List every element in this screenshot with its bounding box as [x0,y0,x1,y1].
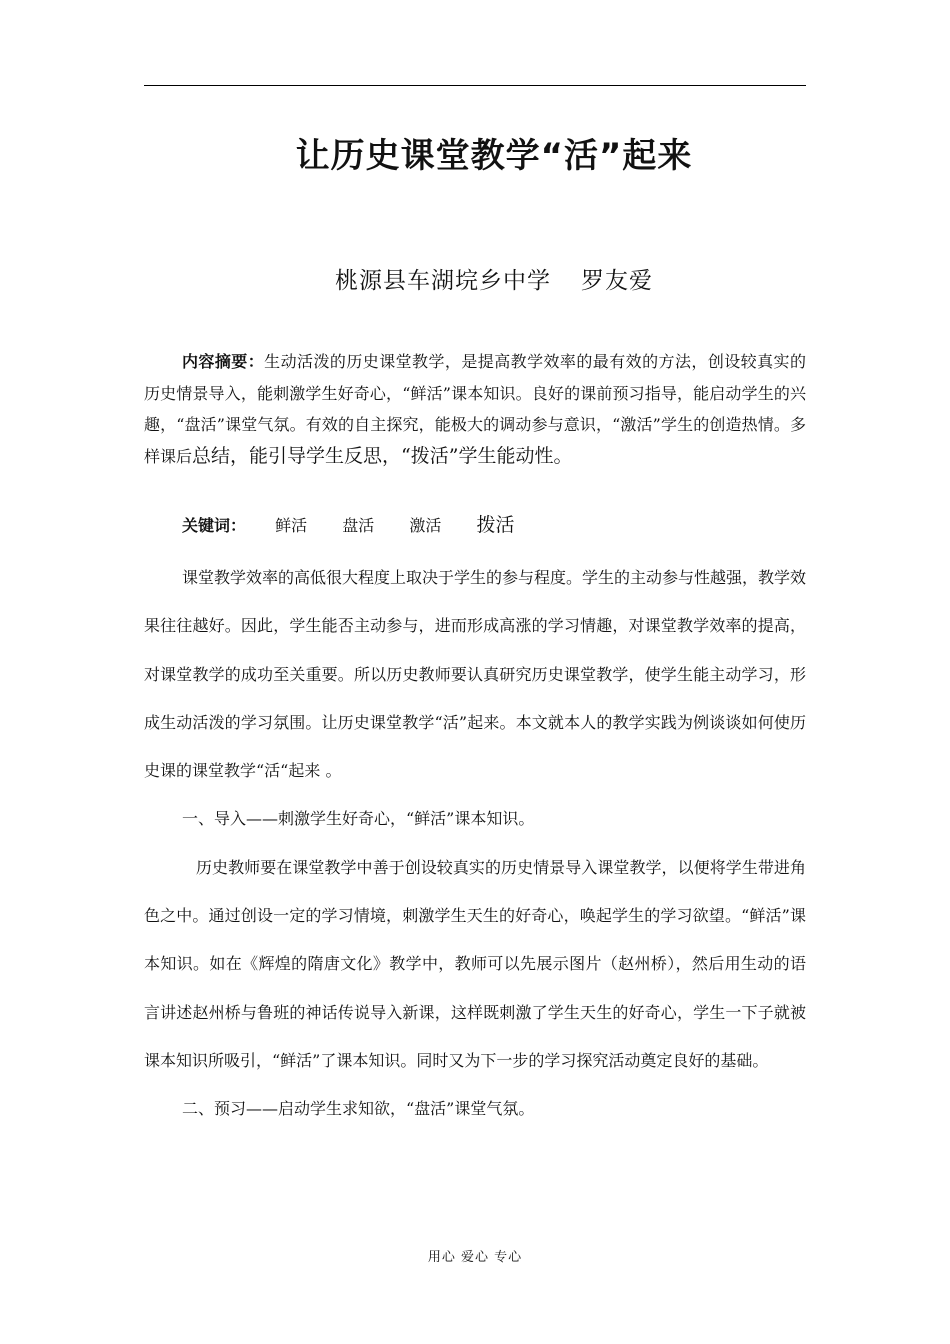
section-heading-2: 二、预习——启动学生求知欲，“盘活”课堂气氛。 [182,1099,535,1119]
abstract-text: 生动活泼的历史课堂教学，是提高教学效率的最有效的方法，创设较真实的历史情景导入，能刺激学生好奇心，“鲜活”课本知识。良好的课前预习指导，能启动学生的兴趣，“盘活”课堂气氛。有效的自主探究，能极大的调动参与意识，“激活”学生的创造热情。多样课后 [144,352,806,466]
page-footer: 用心 爱心 专心 [427,1250,523,1265]
keywords-label: 关键词： [182,516,247,535]
section-1-paragraph: 历史教师要在课堂教学中善于创设较真实的历史情景导入课堂教学，以便将学生带进角色之中。通过创设一定的学习情境，刺激学生天生的好奇心，唤起学生的学习欲望。“鲜活”课本知识。如在《辉煌的隋唐文化》教学中，教师可以先展示图片（赵州桥），然后用生动的语言讲述赵州桥与鲁班的神话传说导入新课，这样既刺激了学生天生的好奇心，学生一下子就被课本知识所吸引，“鲜活”了课本知识。同时又为下一步的学习探究活动奠定良好的基础。 [144,857,806,1070]
abstract-text-end: 总结，能引导学生反思，“拨活”学生能动性。 [192,444,573,467]
intro-paragraph: 课堂教学效率的高低很大程度上取决于学生的参与程度。学生的主动参与性越强，教学效果往往越好。因此，学生能否主动参与，进而形成高涨的学习情趣，对课堂教学效率的提高，对课堂教学的成功至关重要。所以历史教师要认真研究历史课堂教学，使学生能主动学习，形成生动活泼的学习氛围。让历史课堂教学“活”起来。本文就本人的教学实践为例谈谈如何使历史课的课堂教学“活“起来 。 [144,568,807,781]
keyword-item: 激活 [409,516,442,535]
keyword-item: 盘活 [342,516,375,535]
abstract-colon: ： [247,352,265,371]
keywords-line [182,510,782,537]
abstract-label: 内容摘要 [182,352,248,371]
body-text [144,554,806,1134]
header-rule [144,85,806,86]
keyword-item: 鲜活 [275,516,308,535]
author-name: 罗友爱 [581,268,653,294]
author-line [144,262,844,295]
author-school: 桃源县车湖垸乡中学 [335,268,551,294]
section-heading-1: 一、导入——刺激学生好奇心，“鲜活”课本知识。 [182,809,535,829]
keyword-item: 拨活 [476,514,515,536]
abstract-paragraph [144,346,806,472]
document-title: 让历史课堂教学“活”起来 [295,136,693,176]
